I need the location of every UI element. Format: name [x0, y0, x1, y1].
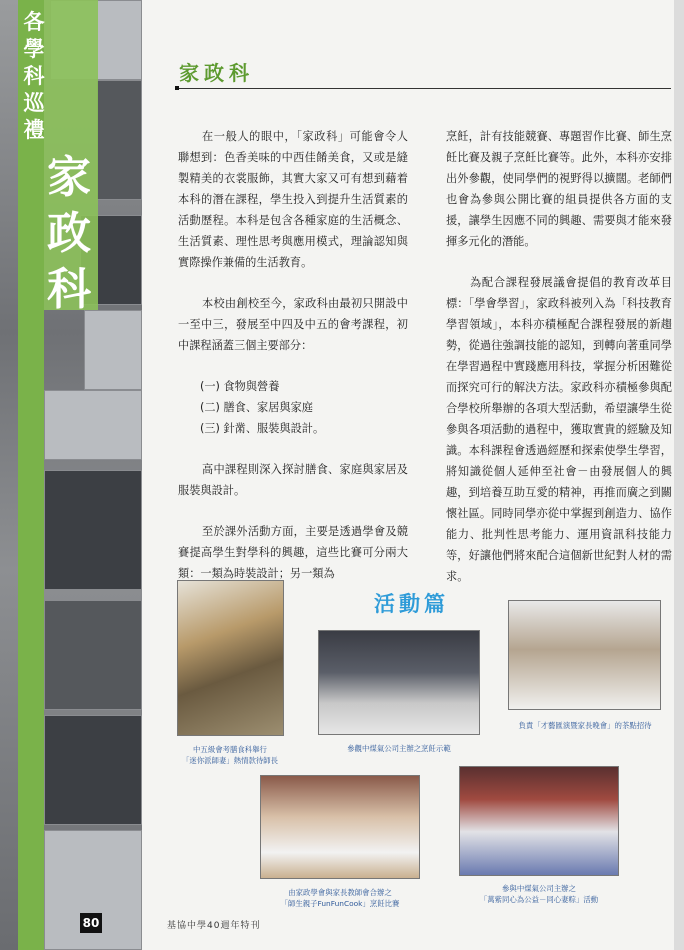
activity-photo	[459, 766, 619, 876]
decorative-photo	[84, 310, 142, 390]
heading-rule	[179, 88, 671, 89]
activity-photo	[260, 775, 420, 879]
decorative-photo	[96, 80, 142, 200]
activity-photo	[177, 580, 284, 736]
paragraph: 高中課程則深入探討膳食、家庭與家居及服裝與設計。	[178, 463, 408, 497]
series-title: 各學科巡禮	[23, 9, 45, 142]
photo-caption	[177, 744, 283, 766]
right-text-column	[446, 126, 672, 607]
activity-photo	[508, 600, 661, 710]
paragraph: 烹飪，計有技能競賽、專題習作比賽、師生烹飪比賽及親子烹飪比賽等。此外，本科亦安排出外參觀，使同學們的視野得以擴闊。老師們也會為參與公開比賽的組員提供各方面的支援，讓學生因應不同的興趣、需要與才能來發揮多元化的潛能。	[446, 130, 672, 248]
list-item: (一) 食物與營養	[200, 380, 280, 393]
caption-line: 「迷你派師妻」熱情款待師長	[181, 756, 279, 765]
page-edge	[674, 0, 684, 950]
paragraph: 為配合課程發展議會提倡的教育改革目標：「學會學習」，家政科被列入為「科技教育學習領域」，本科亦積極配合課程發展的新趨勢，從過往強調技能的認知，到轉向著重同學在學習過程中實踐應用科技，掌握分析困難從而探究可行的解決方法。家政科亦積極參與配合學校所舉辦的各項大型活動，希望讓學生從參與各項活動的過程中，獲取實貴的經驗及知識。本科課程會透過經歷和探索使學生學習，將知識從個人延伸至社會－由發展個人的興趣，到培養互助互愛的精神，再推而廣之到關懷社區。同時同學亦從中掌握到創造力、協作能力、批判性思考能力、運用資訊科技能力等，好讓他們將來配合這個新世紀對人材的需求。	[446, 276, 672, 583]
caption-line: 「萬紫同心為公益－同心妻粽」活動	[479, 895, 599, 904]
left-text-column	[178, 126, 408, 604]
activity-photo	[318, 630, 480, 735]
subject-title: 家政科	[47, 152, 91, 315]
curriculum-list	[178, 376, 408, 439]
caption-line: 參與中煤氣公司主辦之	[502, 884, 576, 893]
caption-line: 「師生親子FunFunCook」烹飪比賽	[280, 899, 400, 908]
decorative-photo	[44, 470, 142, 590]
photo-caption	[455, 883, 623, 905]
caption-line: 中五級會考膳食科舉行	[193, 745, 267, 754]
photo-caption: 參觀中煤氣公司主辦之烹飪示範	[347, 744, 451, 753]
activities-title: 活動篇	[374, 592, 449, 616]
caption-line: 由家政學會與家長教師會合辦之	[288, 888, 392, 897]
list-item: (二) 膳食、家居與家庭	[200, 401, 313, 414]
paragraph: 至於課外活動方面，主要是透過學會及競賽提高學生對學科的興趣，這些比賽可分兩大類：一類為時裝設計；另一類為	[178, 525, 408, 580]
decorative-photo	[44, 390, 142, 460]
photo-caption: 負責「才藝匯演暨家長晚會」的茶點招待	[518, 721, 652, 730]
decorative-photo	[44, 600, 142, 710]
publication-title: 基協中學40週年特刊	[167, 921, 261, 931]
paragraph: 在一般人的眼中，「家政科」可能會令人聯想到：色香美味的中西佳餚美食，又或是縫製精美的衣裳服飾，其實大家又可有想到藉着本科的潛在課程，學生投入到提升生活質素的活動歷程。本科是包含各種家庭的生活概念、生活質素、理性思考與應用模式，理論認知與實際操作兼備的生活教育。	[178, 130, 408, 269]
page-number: 80	[80, 913, 102, 933]
paragraph: 本校由創校至今，家政科由最初只開設中一至中三，發展至中四及中五的會考課程，初中課程涵蓋三個主要部分：	[178, 297, 408, 352]
decorative-photo	[44, 715, 142, 825]
page-heading: 家政科	[179, 61, 254, 85]
list-item: (三) 針黹、服裝與設計。	[200, 422, 325, 435]
photo-caption	[258, 887, 422, 909]
